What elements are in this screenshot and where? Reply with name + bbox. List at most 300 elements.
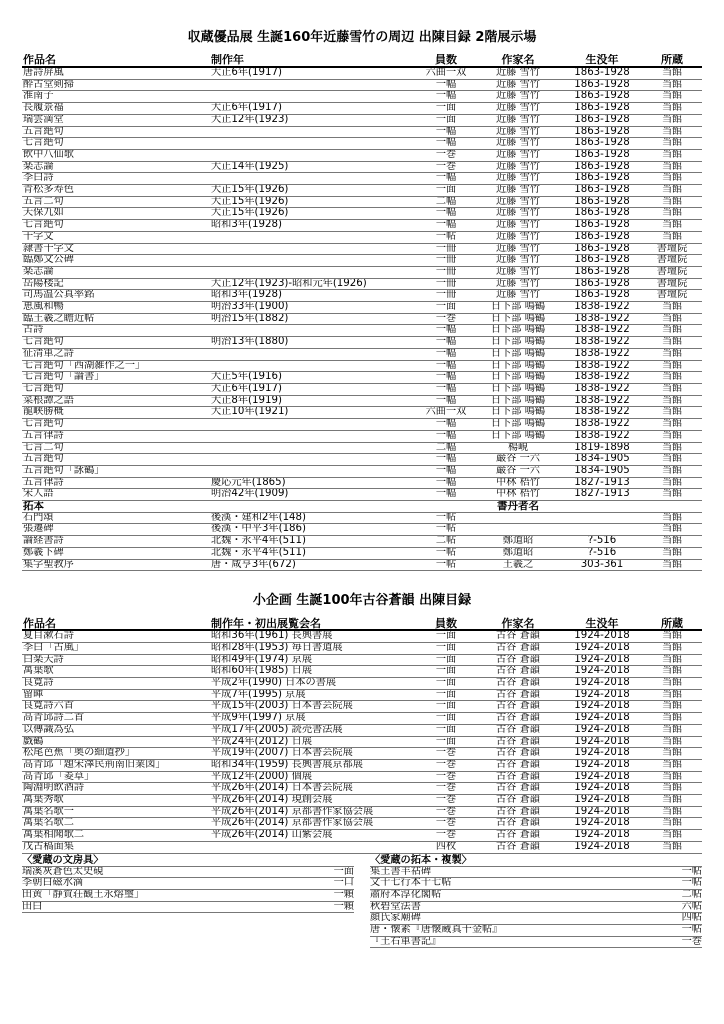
cell-lifespan: 1838-1922 <box>562 430 642 442</box>
cell-title: 七言絶句「論書」 <box>22 372 210 384</box>
cell-artist: 近藤 雪竹 <box>474 126 562 138</box>
cell-owner: 当館 <box>642 701 702 713</box>
list-item <box>22 878 354 890</box>
cell-lifespan: 1863-1928 <box>562 220 642 232</box>
cell-lifespan: 1924-2018 <box>562 654 642 666</box>
cell-count: 一面 <box>418 666 474 678</box>
cell-count: 一面 <box>418 713 474 725</box>
cell-owner: 当館 <box>642 348 702 360</box>
cell-year <box>210 454 418 466</box>
cell-owner: 当館 <box>642 630 702 642</box>
cell-count: 一面 <box>418 701 474 713</box>
cell-count: 一巻 <box>418 783 474 795</box>
cell-title: 飲中八仙歌 <box>22 149 210 161</box>
cell-artist: 古谷 蒼韻 <box>474 841 562 853</box>
item-count: 四帖 <box>681 913 702 924</box>
cell-year: 平成2年(1990) 日本の書展 <box>210 678 418 690</box>
cell-owner: 当館 <box>642 360 702 372</box>
table-row <box>22 841 702 853</box>
cell-artist: 古谷 蒼韻 <box>474 830 562 842</box>
cell-lifespan: 1838-1922 <box>562 372 642 384</box>
table-row <box>22 489 702 501</box>
header-owner: 所蔵 <box>642 54 702 67</box>
header-count: 員数 <box>418 54 474 67</box>
cell-count: 一幅 <box>418 173 474 185</box>
cell-owner: 当館 <box>642 149 702 161</box>
cell-title: 七言絶句 <box>22 419 210 431</box>
cell-artist: 中林 梧竹 <box>474 477 562 489</box>
cell-count: 一巻 <box>418 313 474 325</box>
table-row <box>22 666 702 678</box>
empty-cell <box>210 501 418 513</box>
cell-owner: 当館 <box>642 419 702 431</box>
header-lifespan: 生没年 <box>562 54 642 67</box>
cell-lifespan: ?-516 <box>562 547 642 559</box>
cell-artist: 近藤 雪竹 <box>474 91 562 103</box>
cell-year: 明治13年(1880) <box>210 337 418 349</box>
cell-lifespan: 1863-1928 <box>562 208 642 220</box>
cell-title: 天保九如 <box>22 208 210 220</box>
cell-artist: 日下部 鳴鶴 <box>474 313 562 325</box>
table-row <box>22 783 702 795</box>
cell-count: 一面 <box>418 689 474 701</box>
cell-title: 萬葉名歌一 <box>22 806 210 818</box>
cell-lifespan: 1924-2018 <box>562 841 642 853</box>
bunbougu-title: 〈愛蔵の文房具〉 <box>22 855 354 867</box>
cell-lifespan: 1863-1928 <box>562 290 642 302</box>
cell-artist: 古谷 蒼韻 <box>474 795 562 807</box>
cell-year <box>210 243 418 255</box>
cell-title: 七言二句 <box>22 442 210 454</box>
cell-count: 一帖 <box>418 231 474 243</box>
list-item <box>370 925 702 937</box>
cell-title: 鄭羲下碑 <box>22 547 210 559</box>
takuhon-title: 〈愛蔵の拓本・複製〉 <box>370 855 702 867</box>
table-row <box>22 748 702 760</box>
cell-count: 一帖 <box>418 512 474 524</box>
table-row <box>22 126 702 138</box>
cell-owner: 当館 <box>642 407 702 419</box>
cell-lifespan: 1863-1928 <box>562 231 642 243</box>
table-row <box>22 313 702 325</box>
cell-artist: 古谷 蒼韻 <box>474 713 562 725</box>
cell-lifespan: 1924-2018 <box>562 701 642 713</box>
item-name: 秋碧堂法書 <box>370 901 421 912</box>
cell-count: 一面 <box>418 654 474 666</box>
item-count: 一顆 <box>333 889 354 900</box>
cell-count: 一幅 <box>418 337 474 349</box>
cell-count: 一帖 <box>418 547 474 559</box>
cell-year: 大正15年(1926) <box>210 185 418 197</box>
cell-owner: 当館 <box>642 689 702 701</box>
cell-count: 一幅 <box>418 454 474 466</box>
table-row <box>22 255 702 267</box>
cell-lifespan <box>562 512 642 524</box>
cell-owner: 当館 <box>642 79 702 91</box>
cell-title: 七言絶句 <box>22 138 210 150</box>
cell-owner: 当館 <box>642 795 702 807</box>
cell-count: 四枚 <box>418 841 474 853</box>
table-header-row <box>22 617 702 630</box>
cell-artist: 日下部 鳴鶴 <box>474 302 562 314</box>
cell-artist: 近藤 雪竹 <box>474 161 562 173</box>
cell-owner: 当館 <box>642 395 702 407</box>
cell-year: 平成9年(1997) 京展 <box>210 713 418 725</box>
cell-year: 昭和60年(1985) 日展 <box>210 666 418 678</box>
cell-title: 千字文 <box>22 231 210 243</box>
cell-title: 松尾芭蕉「奥の細道抄」 <box>22 748 210 760</box>
cell-count: 一幅 <box>418 372 474 384</box>
cell-title: 五言絶句 <box>22 454 210 466</box>
cell-artist: 古谷 蒼韻 <box>474 654 562 666</box>
takuhon-subheader-row <box>22 501 702 513</box>
cell-year <box>210 430 418 442</box>
cell-lifespan: 1863-1928 <box>562 161 642 173</box>
cell-artist: 鄭道昭 <box>474 547 562 559</box>
cell-artist: 近藤 雪竹 <box>474 149 562 161</box>
cell-title: 李白詩 <box>22 173 210 185</box>
cell-owner: 当館 <box>642 103 702 115</box>
cell-lifespan: 1924-2018 <box>562 748 642 760</box>
cell-count: 一幅 <box>418 465 474 477</box>
item-count: 一口 <box>333 878 354 889</box>
item-count: 一顆 <box>333 901 354 912</box>
empty-cell <box>418 501 474 513</box>
cell-artist: 近藤 雪竹 <box>474 196 562 208</box>
table-row <box>22 430 702 442</box>
table-row <box>22 360 702 372</box>
cell-artist <box>474 524 562 536</box>
item-count: 一巻 <box>681 936 702 947</box>
cell-lifespan: 1827-1913 <box>562 477 642 489</box>
table-row <box>22 185 702 197</box>
cell-count: 一幅 <box>418 325 474 337</box>
cell-lifespan: 1924-2018 <box>562 771 642 783</box>
cell-lifespan: 1924-2018 <box>562 713 642 725</box>
cell-count: 一帖 <box>418 559 474 571</box>
cell-lifespan: 1838-1922 <box>562 383 642 395</box>
item-name: 顔氏家廟碑 <box>370 913 421 924</box>
cell-artist <box>474 512 562 524</box>
cell-artist: 近藤 雪竹 <box>474 220 562 232</box>
cell-artist: 古谷 蒼韻 <box>474 759 562 771</box>
cell-year <box>210 126 418 138</box>
cell-artist: 近藤 雪竹 <box>474 79 562 91</box>
cell-lifespan: 1924-2018 <box>562 830 642 842</box>
cell-artist: 近藤 雪竹 <box>474 266 562 278</box>
table-row <box>22 512 702 524</box>
cell-owner: 書壇院 <box>642 266 702 278</box>
cell-artist: 古谷 蒼韻 <box>474 806 562 818</box>
cell-title: 七言絶句「西湖雑作之一」 <box>22 360 210 372</box>
cell-lifespan: 1819-1898 <box>562 442 642 454</box>
cell-year: 昭和49年(1974) 京展 <box>210 654 418 666</box>
cell-owner: 当館 <box>642 512 702 524</box>
table-row <box>22 337 702 349</box>
cell-count: 一巻 <box>418 149 474 161</box>
cell-title: 征清軍之詩 <box>22 348 210 360</box>
cell-year <box>210 138 418 150</box>
cell-artist: 古谷 蒼韻 <box>474 678 562 690</box>
cell-artist: 日下部 鳴鶴 <box>474 430 562 442</box>
table-row <box>22 559 702 571</box>
table-row <box>22 689 702 701</box>
cell-artist: 近藤 雪竹 <box>474 231 562 243</box>
cell-year <box>210 465 418 477</box>
table-row <box>22 454 702 466</box>
cell-owner: 当館 <box>642 547 702 559</box>
cell-lifespan: 1863-1928 <box>562 266 642 278</box>
cell-lifespan: 1924-2018 <box>562 736 642 748</box>
cell-owner: 当館 <box>642 489 702 501</box>
cell-year: 大正12年(1923)-昭和元年(1926) <box>210 278 418 290</box>
cell-lifespan: 1863-1928 <box>562 138 642 150</box>
catalog-table-1 <box>22 54 702 571</box>
cell-owner: 当館 <box>642 383 702 395</box>
cell-year: 昭和36年(1961) 長興書展 <box>210 630 418 642</box>
cell-title: 酔古堂剣掃 <box>22 79 210 91</box>
table-row <box>22 724 702 736</box>
cell-title: 五言絶句「詠鶴」 <box>22 465 210 477</box>
cell-title: 瑞雲満堂 <box>22 114 210 126</box>
cell-count: 一巻 <box>418 771 474 783</box>
cell-year <box>210 173 418 185</box>
table-row <box>22 477 702 489</box>
cell-owner: 当館 <box>642 748 702 760</box>
cell-count: 一巻 <box>418 759 474 771</box>
table-row <box>22 407 702 419</box>
cell-year: 平成26年(2014) 京都書作家協会展 <box>210 818 418 830</box>
cell-year: 大正6年(1917) <box>210 103 418 115</box>
cell-lifespan: 1838-1922 <box>562 302 642 314</box>
table-row <box>22 642 702 654</box>
cell-artist: 古谷 蒼韻 <box>474 818 562 830</box>
cell-year: 平成7年(1995) 京展 <box>210 689 418 701</box>
cell-lifespan: 1863-1928 <box>562 114 642 126</box>
table-row <box>22 91 702 103</box>
cell-year: 大正5年(1916) <box>210 372 418 384</box>
cell-count: 一面 <box>418 185 474 197</box>
cell-lifespan: 1924-2018 <box>562 783 642 795</box>
cell-lifespan: 1924-2018 <box>562 818 642 830</box>
cell-title: 菜根譚之語 <box>22 395 210 407</box>
item-name: 田黄「静賀荘観王永熔璽」 <box>22 889 145 900</box>
cell-year: 昭和3年(1928) <box>210 220 418 232</box>
cell-count: 一幅 <box>418 126 474 138</box>
header-title: 作品名 <box>22 617 210 630</box>
cell-owner: 当館 <box>642 126 702 138</box>
cell-lifespan: 1863-1928 <box>562 278 642 290</box>
cell-title: 七言絶句 <box>22 220 210 232</box>
table-row <box>22 266 702 278</box>
cell-owner: 当館 <box>642 713 702 725</box>
table-row <box>22 325 702 337</box>
cell-owner: 当館 <box>642 771 702 783</box>
cell-owner: 当館 <box>642 524 702 536</box>
cell-lifespan: 303-361 <box>562 559 642 571</box>
cell-owner: 当館 <box>642 430 702 442</box>
cell-lifespan: 1863-1928 <box>562 149 642 161</box>
cell-lifespan: ?-516 <box>562 536 642 548</box>
cell-owner: 当館 <box>642 325 702 337</box>
cell-artist: 古谷 蒼韻 <box>474 701 562 713</box>
cell-owner: 当館 <box>642 654 702 666</box>
cell-artist: 近藤 雪竹 <box>474 243 562 255</box>
cell-artist: 近藤 雪竹 <box>474 173 562 185</box>
cell-year: 明治42年(1909) <box>210 489 418 501</box>
cell-title: 良寛詩 <box>22 678 210 690</box>
cell-title: 五言律詩 <box>22 430 210 442</box>
table-row <box>22 771 702 783</box>
item-name: 唐・懐素『唐懐蔵真千金帖』 <box>370 925 503 936</box>
cell-title: 淮南子 <box>22 91 210 103</box>
cell-year: 後漢・中平3年(186) <box>210 524 418 536</box>
cell-year: 昭和3年(1928) <box>210 290 418 302</box>
cell-year <box>210 149 418 161</box>
table-row <box>22 419 702 431</box>
cell-owner: 当館 <box>642 67 702 79</box>
header-count: 員数 <box>418 617 474 630</box>
cell-lifespan: 1924-2018 <box>562 689 642 701</box>
cell-year <box>210 266 418 278</box>
takuhon-label: 拓本 <box>22 501 210 513</box>
cell-owner: 当館 <box>642 91 702 103</box>
item-name: 集王書羊祜碑 <box>370 866 432 877</box>
cell-owner: 当館 <box>642 231 702 243</box>
empty-cell <box>562 501 642 513</box>
table-row <box>22 759 702 771</box>
cell-year <box>210 360 418 372</box>
cell-title: 七言絶句 <box>22 383 210 395</box>
table-row <box>22 372 702 384</box>
cell-artist: 古谷 蒼韻 <box>474 724 562 736</box>
cell-year: 大正12年(1923) <box>210 114 418 126</box>
cell-artist: 古谷 蒼韻 <box>474 783 562 795</box>
cell-year: 平成26年(2014) 京都書作家協会展 <box>210 806 418 818</box>
list-item <box>22 867 354 879</box>
table-row <box>22 630 702 642</box>
header-artist: 作家名 <box>474 54 562 67</box>
cell-artist: 近藤 雪竹 <box>474 255 562 267</box>
cell-title: 楽志論 <box>22 266 210 278</box>
table-row <box>22 442 702 454</box>
cell-count: 一冊 <box>418 278 474 290</box>
cell-count: 一面 <box>418 114 474 126</box>
cell-owner: 当館 <box>642 185 702 197</box>
cell-owner: 当館 <box>642 372 702 384</box>
table-row <box>22 208 702 220</box>
header-lifespan: 生没年 <box>562 617 642 630</box>
cell-owner: 当館 <box>642 220 702 232</box>
cell-count: 一面 <box>418 302 474 314</box>
cell-title: 張遷碑 <box>22 524 210 536</box>
cell-artist: 日下部 鳴鶴 <box>474 383 562 395</box>
cell-artist: 日下部 鳴鶴 <box>474 395 562 407</box>
cell-year: 平成19年(2007) 日本書芸院展 <box>210 748 418 760</box>
cell-owner: 書壇院 <box>642 255 702 267</box>
collection-sections <box>22 855 702 949</box>
table-row <box>22 231 702 243</box>
bunbougu-section <box>22 855 354 949</box>
cell-title: 宋人語 <box>22 489 210 501</box>
cell-year <box>210 79 418 91</box>
cell-title: 論経書詩 <box>22 536 210 548</box>
cell-year <box>210 442 418 454</box>
cell-year: 北魏・永平4年(511) <box>210 536 418 548</box>
cell-year <box>210 419 418 431</box>
table-row <box>22 243 702 255</box>
cell-title: 七言絶句 <box>22 337 210 349</box>
table-row <box>22 103 702 115</box>
cell-title: 隷書千字文 <box>22 243 210 255</box>
cell-year: 平成24年(2012) 日展 <box>210 736 418 748</box>
item-count: 一帖 <box>681 866 702 877</box>
cell-year: 北魏・永平4年(511) <box>210 547 418 559</box>
cell-artist: 近藤 雪竹 <box>474 114 562 126</box>
table-row <box>22 795 702 807</box>
cell-owner: 当館 <box>642 196 702 208</box>
cell-year: 後漢・建和2年(148) <box>210 512 418 524</box>
cell-count: 一面 <box>418 724 474 736</box>
cell-artist: 近藤 雪竹 <box>474 103 562 115</box>
cell-lifespan: 1924-2018 <box>562 759 642 771</box>
cell-title: 李白「古風」 <box>22 642 210 654</box>
cell-year <box>210 91 418 103</box>
cell-year: 大正15年(1926) <box>210 196 418 208</box>
cell-year: 平成26年(2014) 現創会展 <box>210 795 418 807</box>
table-row <box>22 348 702 360</box>
list-item <box>370 890 702 902</box>
cell-count: 一巻 <box>418 748 474 760</box>
cell-title: 萬葉相聞歌二 <box>22 830 210 842</box>
cell-year: 平成17年(2005) 読売書法展 <box>210 724 418 736</box>
cell-owner: 当館 <box>642 173 702 185</box>
cell-title: 青松多寿色 <box>22 185 210 197</box>
list-item <box>370 867 702 879</box>
header-year: 制作年 <box>210 54 418 67</box>
cell-count: 一巻 <box>418 830 474 842</box>
list-item <box>22 902 354 914</box>
cell-title: 石門頌 <box>22 512 210 524</box>
cell-year: 大正6年(1917) <box>210 383 418 395</box>
cell-artist: 楊峴 <box>474 442 562 454</box>
cell-title: 萬葉秀歌 <box>22 795 210 807</box>
table-row <box>22 67 702 79</box>
cell-year: 平成12年(2000) 個展 <box>210 771 418 783</box>
cell-owner: 当館 <box>642 161 702 173</box>
cell-lifespan: 1834-1905 <box>562 454 642 466</box>
item-name: 瑞溪灰蒼色太史硯 <box>22 866 104 877</box>
item-name: 李朝白磁水滴 <box>22 878 84 889</box>
cell-year <box>210 231 418 243</box>
cell-count: 一帖 <box>418 524 474 536</box>
cell-count: 一冊 <box>418 255 474 267</box>
cell-title: 岳陽楼記 <box>22 278 210 290</box>
cell-owner: 当館 <box>642 477 702 489</box>
table-row <box>22 290 702 302</box>
cell-artist: 日下部 鳴鶴 <box>474 325 562 337</box>
catalog-table-2 <box>22 617 702 853</box>
cell-title: 五言律詩 <box>22 477 210 489</box>
cell-artist: 近藤 雪竹 <box>474 208 562 220</box>
item-name: 『王右軍書記』 <box>370 936 442 947</box>
cell-count: 一幅 <box>418 489 474 501</box>
cell-lifespan: 1863-1928 <box>562 243 642 255</box>
cell-lifespan: 1924-2018 <box>562 678 642 690</box>
cell-count: 一幅 <box>418 383 474 395</box>
list-item <box>370 913 702 925</box>
cell-lifespan: 1863-1928 <box>562 67 642 79</box>
